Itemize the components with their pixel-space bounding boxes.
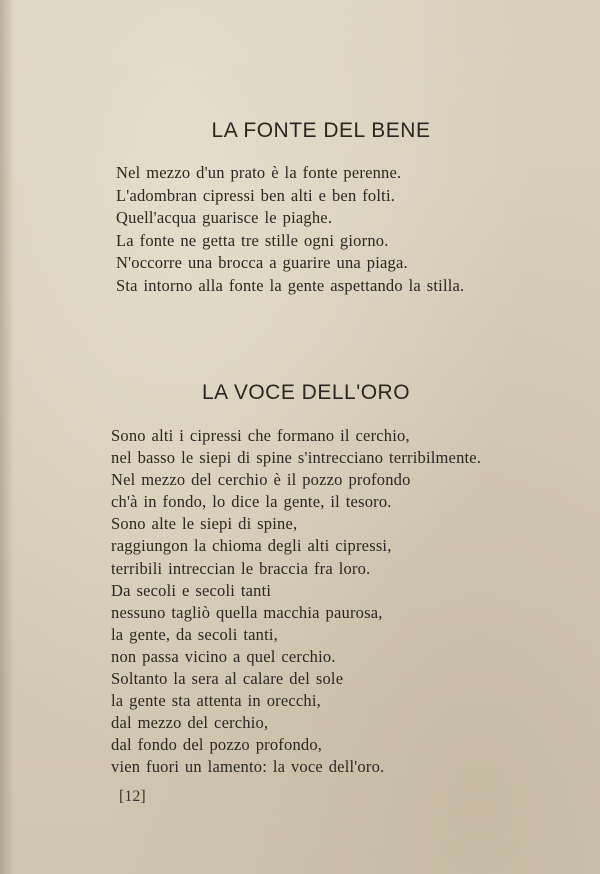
poem-line: nel basso le siepi di spine s'intrecciano terribilmente. <box>111 448 482 468</box>
poem-title-voce-dell-oro: LA VOCE DELL'ORO <box>201 381 411 404</box>
poem-line: Sono alti i cipressi che formano il cerchio, <box>111 426 410 445</box>
poem-line: raggiungon la chioma degli alti cipressi, <box>111 536 392 556</box>
poem-line: vien fuori un lamento: la voce dell'oro. <box>111 757 385 777</box>
poem-line: terribili intreccian le braccia fra loro. <box>111 558 371 578</box>
page-number: [12] <box>119 788 146 805</box>
poem-line: dal mezzo del cerchio, <box>111 713 269 733</box>
poem-stanza-voce-dell-oro <box>111 425 481 779</box>
poem-line: Sta intorno alla fonte la gente aspettando la stilla. <box>116 275 465 295</box>
poem-line: N'occorre una brocca a guarire una piaga. <box>116 253 408 273</box>
poem-title-fonte-del-bene: LA FONTE DEL BENE <box>211 119 431 142</box>
poem-line: Da secoli e secoli tanti <box>111 580 272 600</box>
poem-line: Soltanto la sera al calare del sole <box>111 669 344 689</box>
poem-line: Nel mezzo d'un prato è la fonte perenne. <box>116 163 402 182</box>
poem-line: La fonte ne getta tre stille ogni giorno. <box>116 230 389 250</box>
poem-line: nessuno tagliò quella macchia paurosa, <box>111 602 383 622</box>
poem-line: la gente, da secoli tanti, <box>111 624 278 644</box>
poem-stanza-fonte-del-bene <box>116 162 464 298</box>
poem-line: la gente sta attenta in orecchi, <box>111 691 321 711</box>
poem-line: Sono alte le siepi di spine, <box>111 514 298 534</box>
poem-line: L'adombran cipressi ben alti e ben folti. <box>116 185 396 205</box>
poem-line: non passa vicino a quel cerchio. <box>111 646 336 666</box>
poem-line: Quell'acqua guarisce le piaghe. <box>116 208 333 228</box>
poem-line: Nel mezzo del cerchio è il pozzo profondo <box>111 470 411 490</box>
poem-line: ch'à in fondo, lo dice la gente, il tesoro. <box>111 492 392 512</box>
poem-line: dal fondo del pozzo profondo, <box>111 735 323 755</box>
